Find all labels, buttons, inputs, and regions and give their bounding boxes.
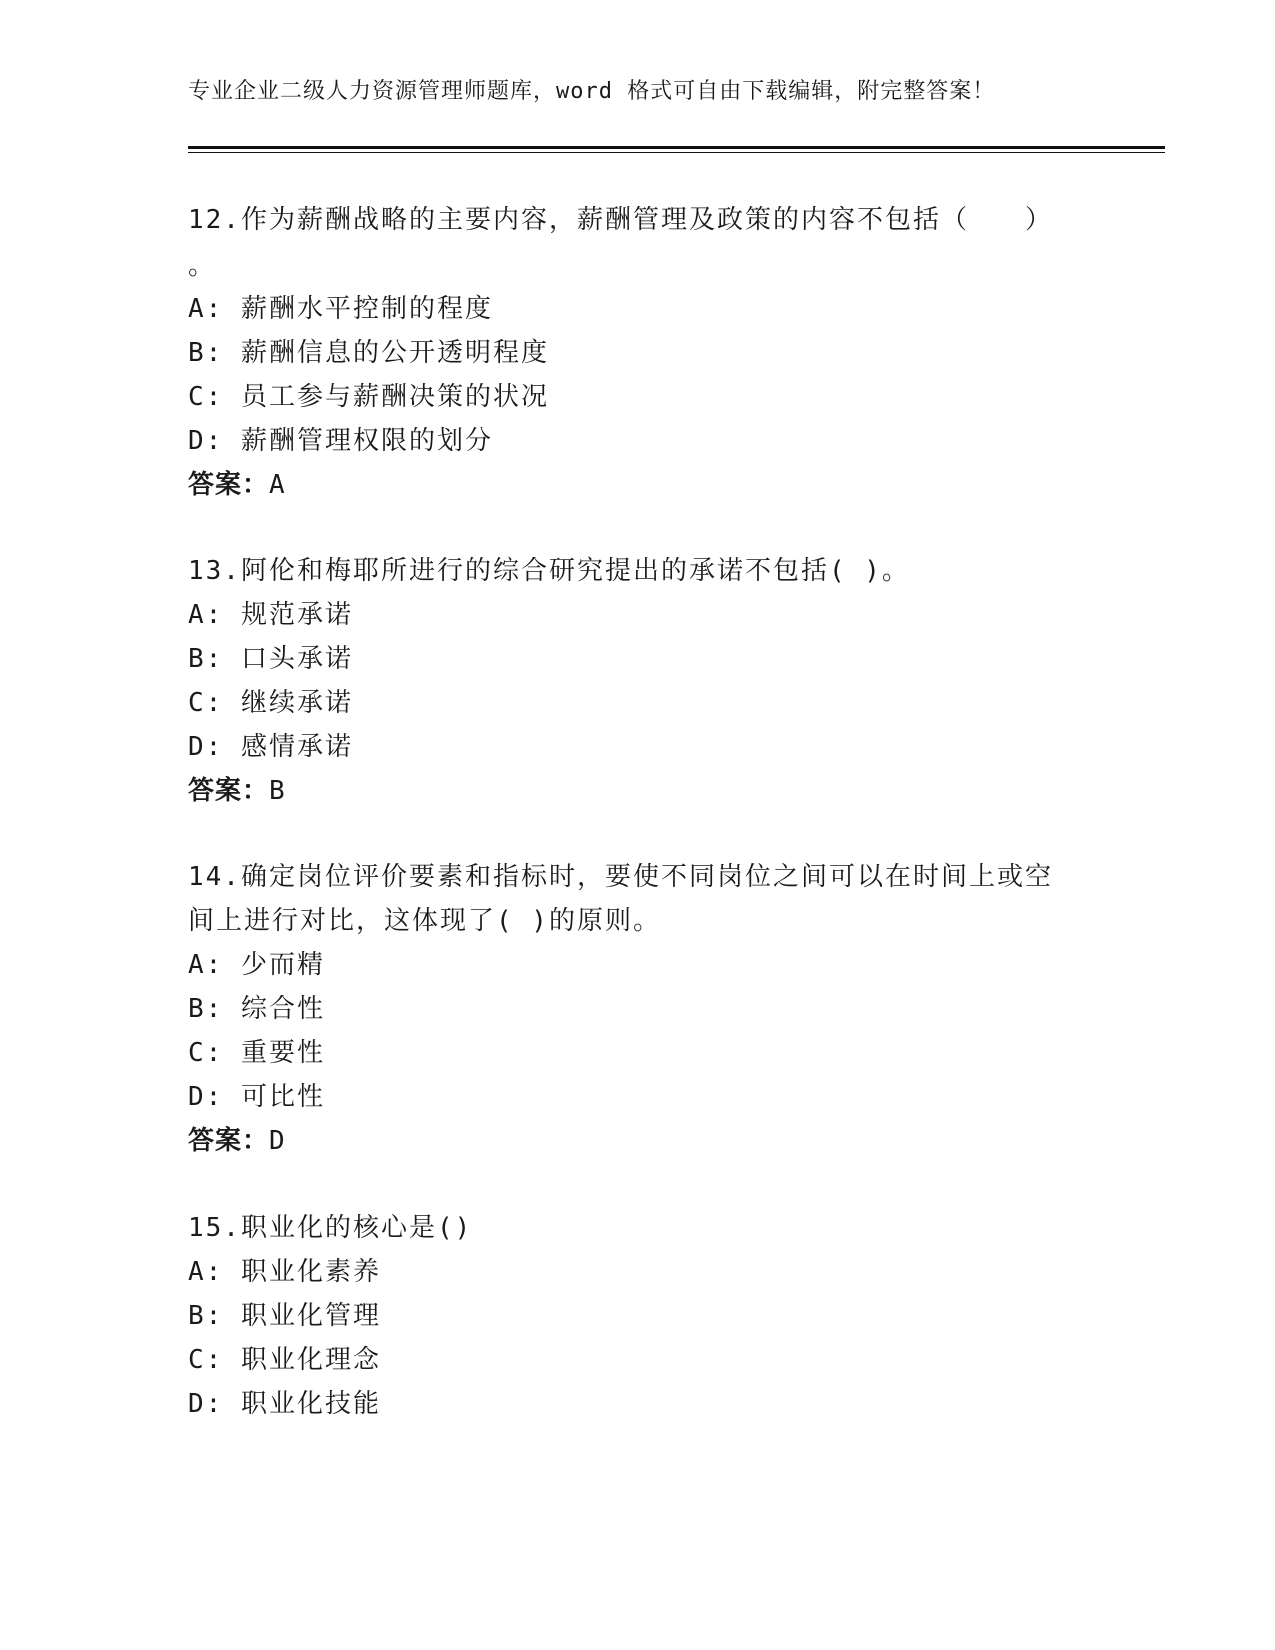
question-13-option-c: C: 继续承诺 [188, 688, 353, 718]
header-rule-thick [188, 146, 1165, 149]
question-12-option-a: A: 薪酬水平控制的程度 [188, 294, 493, 324]
question-14-stem-line-1: 14.确定岗位评价要素和指标时，要使不同岗位之间可以在时间上或空 [188, 862, 1053, 892]
question-13-option-b: B: 口头承诺 [188, 644, 353, 674]
question-14-option-d: D: 可比性 [188, 1082, 325, 1112]
question-13-option-d: D: 感情承诺 [188, 732, 353, 762]
question-14-option-b: B: 综合性 [188, 994, 325, 1024]
question-12-stem-line-1: 12.作为薪酬战略的主要内容，薪酬管理及政策的内容不包括（ ） [188, 205, 1053, 235]
question-13-option-a: A: 规范承诺 [188, 600, 353, 630]
question-13-stem-line-1: 13.阿伦和梅耶所进行的综合研究提出的承诺不包括( )。 [188, 556, 910, 586]
answer-value: B [269, 776, 286, 806]
question-14-answer [188, 1125, 286, 1157]
question-15-option-d: D: 职业化技能 [188, 1389, 381, 1419]
answer-label: 答案： [188, 1126, 270, 1156]
question-13-answer [188, 775, 286, 807]
answer-label: 答案： [188, 776, 270, 806]
question-12-option-d: D: 薪酬管理权限的划分 [188, 426, 493, 456]
question-12-option-b: B: 薪酬信息的公开透明程度 [188, 338, 549, 368]
header-rule-thin [188, 152, 1165, 153]
question-14-stem-line-2: 间上进行对比，这体现了( )的原则。 [188, 906, 661, 936]
question-12-answer [188, 469, 286, 501]
answer-label: 答案： [188, 470, 270, 500]
answer-value: A [269, 470, 286, 500]
answer-value: D [269, 1126, 286, 1156]
question-15-option-a: A: 职业化素养 [188, 1257, 381, 1287]
question-14-option-c: C: 重要性 [188, 1038, 325, 1068]
question-14-option-a: A: 少而精 [188, 950, 325, 980]
question-15-option-b: B: 职业化管理 [188, 1301, 381, 1331]
question-12-stem-line-2: 。 [188, 251, 217, 281]
question-12-option-c: C: 员工参与薪酬决策的状况 [188, 382, 549, 412]
page-header: 专业企业二级人力资源管理师题库，word 格式可自由下载编辑，附完整答案！ [188, 79, 996, 104]
question-15-option-c: C: 职业化理念 [188, 1345, 381, 1375]
question-15-stem-line-1: 15.职业化的核心是() [188, 1213, 473, 1243]
